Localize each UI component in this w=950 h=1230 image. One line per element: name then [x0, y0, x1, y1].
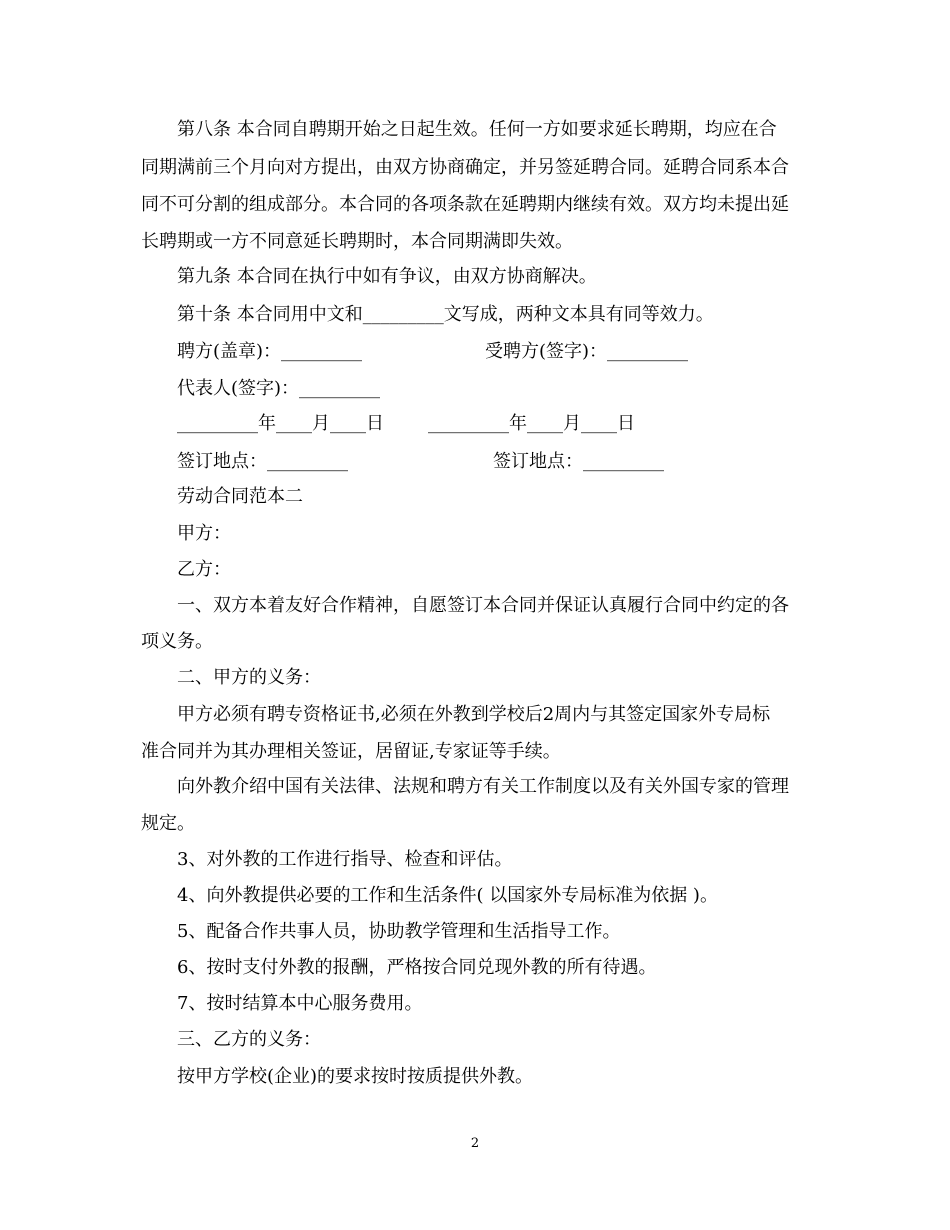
signature-field-employee: 受聘方(签字)：_________ — [485, 341, 689, 362]
text-line: 同期满前三个月向对方提出，由双方协商确定，并另签延聘合同。延聘合同系本合 — [141, 157, 789, 178]
signing-place-right: 签订地点：_________ — [493, 451, 664, 472]
text-line: 6、按时支付外教的报酬，严格按合同兑现外教的所有待遇。 — [177, 957, 657, 978]
text-line: 第八条 本合同自聘期开始之日起生效。任何一方如要求延长聘期，均应在合 — [177, 119, 777, 140]
party-a-label: 甲方： — [177, 523, 231, 544]
text-line: 5、配备合作共事人员，协助教学管理和生活指导工作。 — [177, 921, 621, 942]
text-line: 三、乙方的义务： — [177, 1029, 321, 1050]
signature-field-representative: 代表人(签字)：_________ — [177, 378, 381, 399]
text-line: 规定。 — [141, 813, 195, 834]
date-field-left: _________年____月____日 — [177, 413, 384, 434]
signature-field-employer: 聘方(盖章)：_________ — [177, 341, 363, 362]
text-line: 同不可分割的组成部分。本合同的各项条款在延聘期内继续有效。双方均未提出延 — [141, 194, 789, 215]
text-line: 二、甲方的义务： — [177, 667, 321, 688]
text-line: 项义务。 — [141, 631, 213, 652]
section-title: 劳动合同范本二 — [177, 486, 303, 507]
party-b-label: 乙方： — [177, 559, 231, 580]
text-line: 向外教介绍中国有关法律、法规和聘方有关工作制度以及有关外国专家的管理 — [177, 776, 789, 797]
text-line: 第九条 本合同在执行中如有争议，由双方协商解决。 — [177, 266, 597, 287]
text-line: 准合同并为其办理相关签证，居留证,专家证等手续。 — [141, 741, 561, 762]
signing-place-left: 签订地点：_________ — [177, 451, 348, 472]
text-line: 4、向外教提供必要的工作和生活条件( 以国家外专局标准为依据 )。 — [177, 885, 718, 906]
text-line: 一、双方本着友好合作精神，自愿签订本合同并保证认真履行合同中约定的各 — [177, 595, 789, 616]
date-field-right: _________年____月____日 — [428, 413, 635, 434]
text-line: 长聘期或一方不同意延长聘期时，本合同期满即失效。 — [141, 231, 573, 252]
text-line: 甲方必须有聘专资格证书,必须在外教到学校后2周内与其签定国家外专局标 — [177, 704, 771, 725]
text-line: 第十条 本合同用中文和_________文写成，两种文本具有同等效力。 — [177, 304, 714, 325]
page-number: 2 — [470, 1136, 480, 1151]
text-line: 按甲方学校(企业)的要求按时按质提供外教。 — [177, 1066, 534, 1087]
text-line: 3、对外教的工作进行指导、检查和评估。 — [177, 849, 513, 870]
text-line: 7、按时结算本中心服务费用。 — [177, 993, 423, 1014]
